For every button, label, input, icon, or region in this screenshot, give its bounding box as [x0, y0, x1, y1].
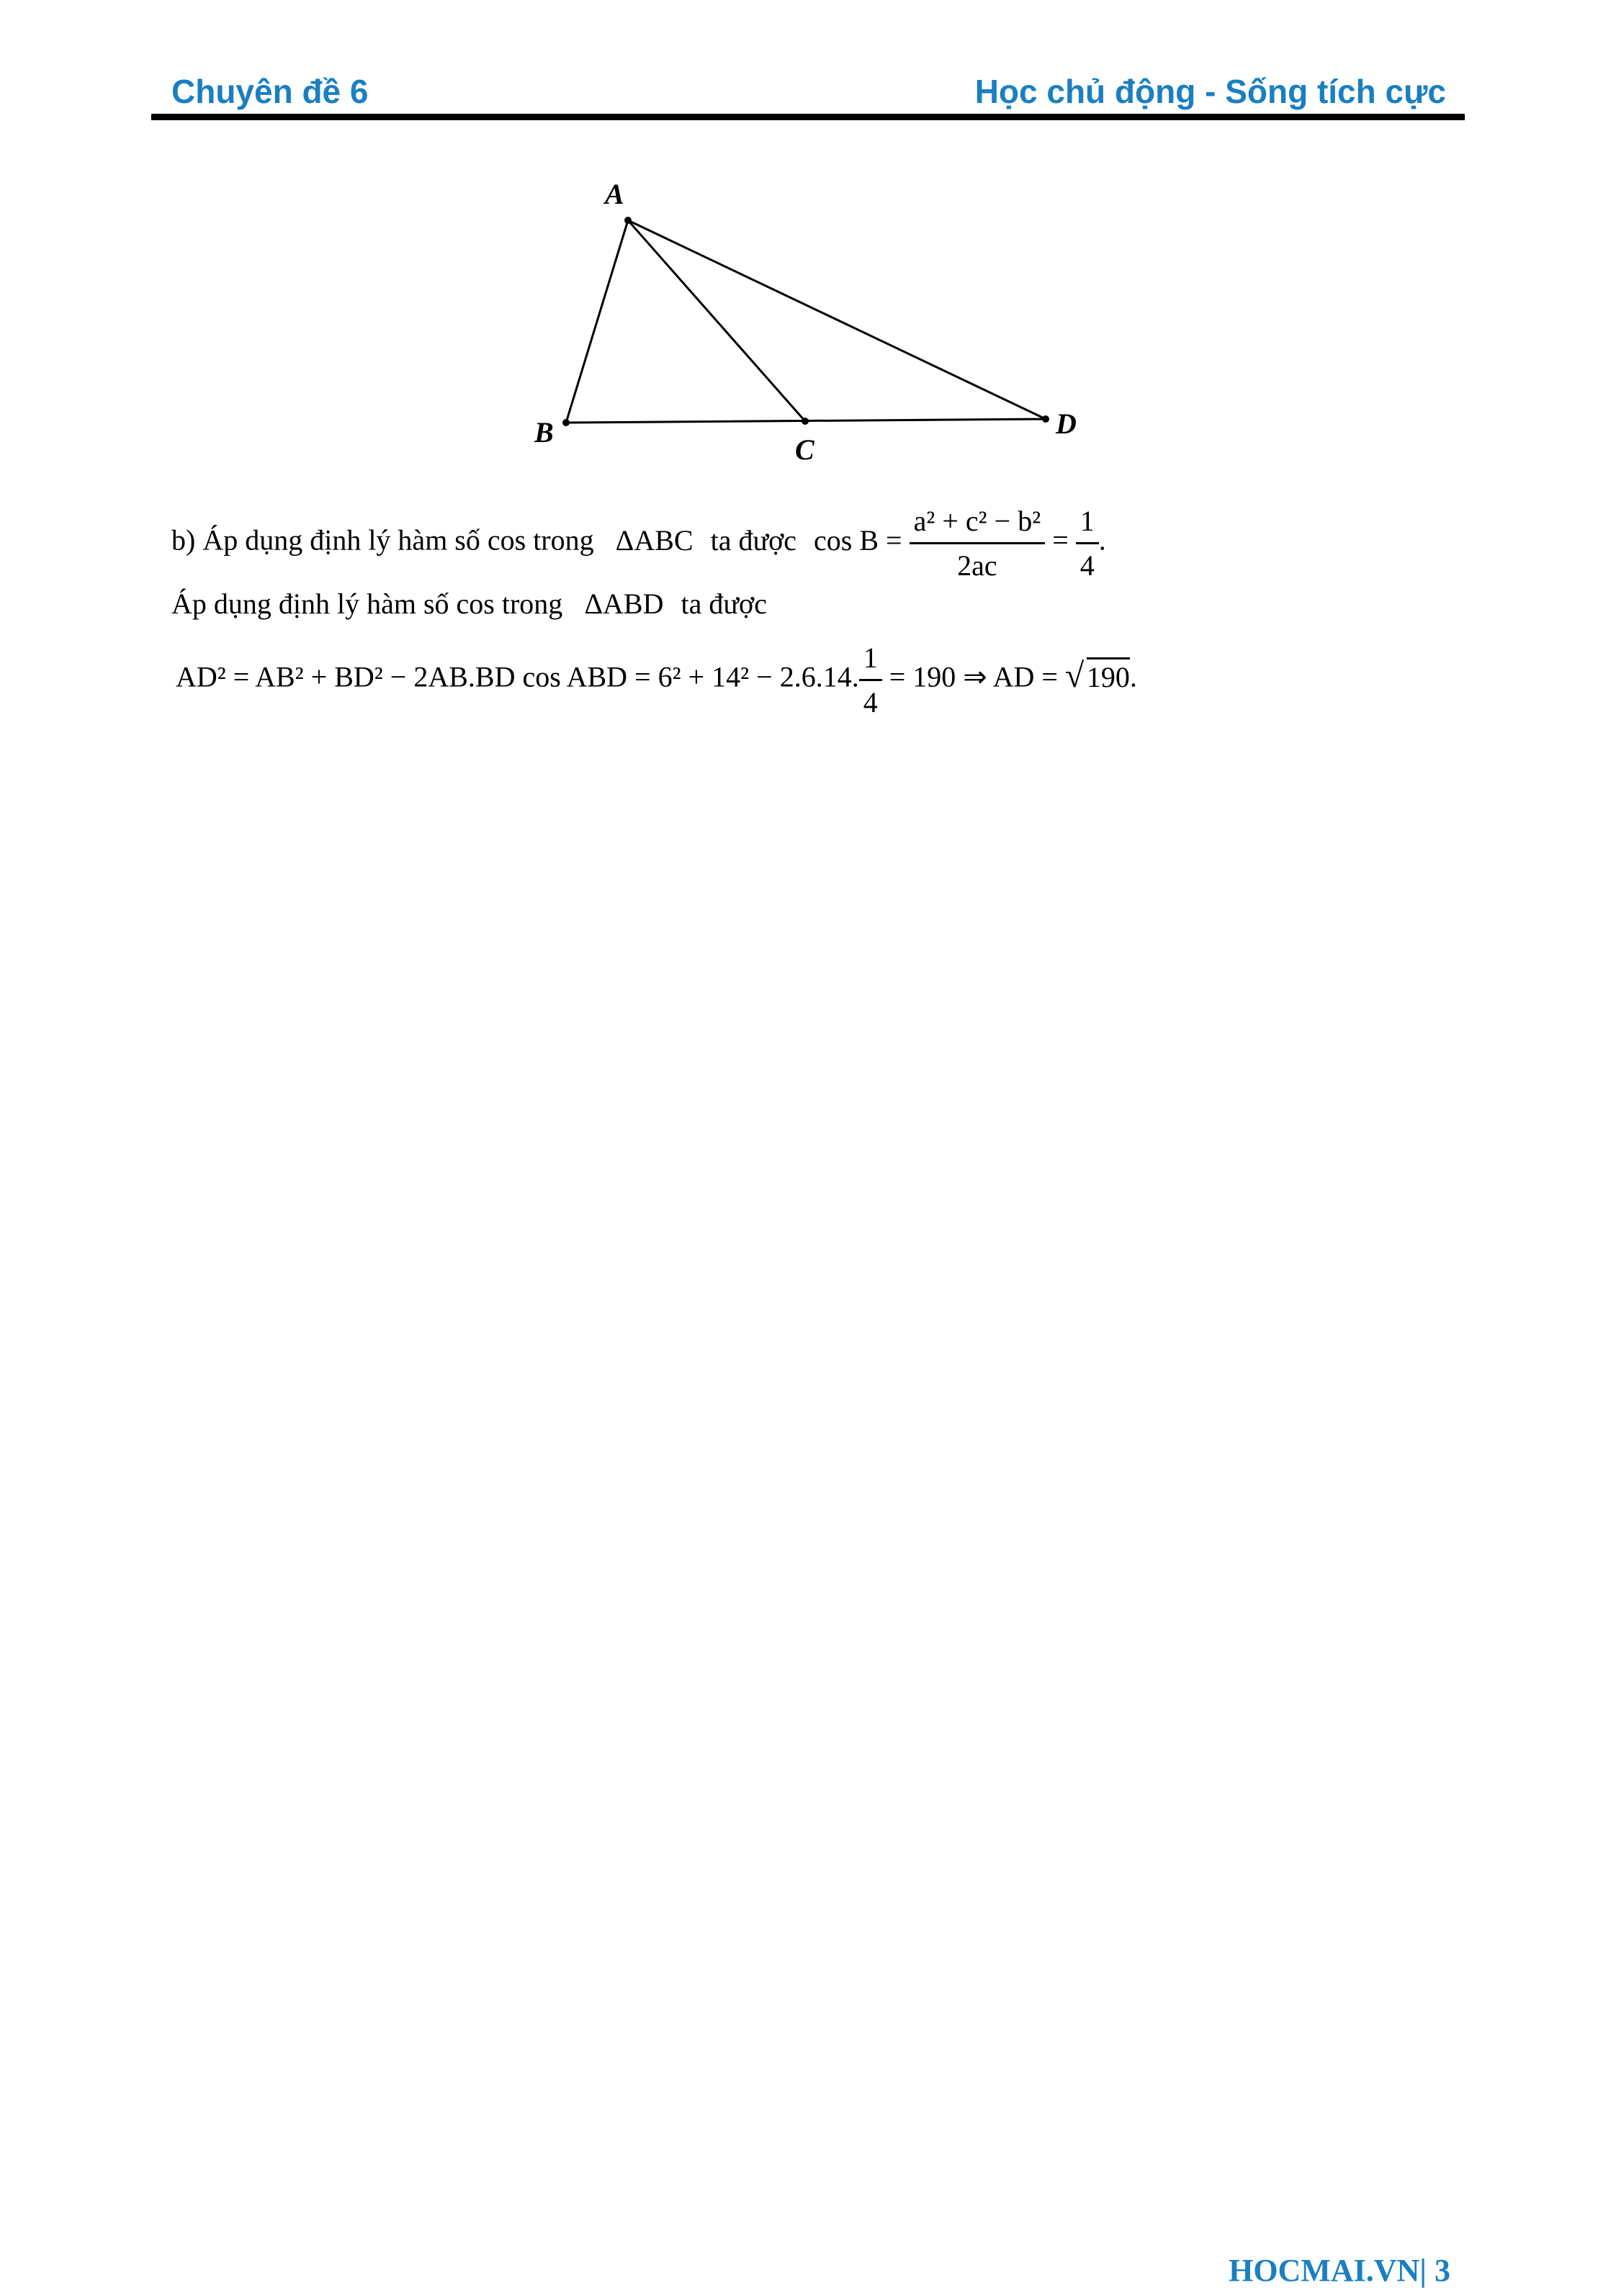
point-D [1042, 415, 1049, 423]
line-1 [171, 504, 1106, 582]
header-slogan: Học chủ động - Sống tích cực [974, 73, 1446, 110]
line3-lhs: AD² = AB² + BD² − 2AB.BD cos ABD = 6² + 14² − 2.6.14. [176, 660, 859, 693]
line1-mid: ta được [710, 523, 797, 557]
line3-frac-num: 1 [863, 641, 878, 674]
line3-fraction [859, 641, 882, 719]
line1-end: . [1098, 523, 1106, 557]
line3-frac-den: 4 [863, 686, 878, 719]
label-D: D [1056, 408, 1077, 440]
point-A [624, 217, 632, 224]
line1-frac-num: a² + c² − b² [913, 505, 1041, 537]
line1-frac-den: 2ac [957, 549, 997, 582]
line-3 [176, 641, 1137, 719]
line1-triangle: ΔABC [615, 523, 693, 557]
triangle-figure [504, 166, 1109, 468]
line1-result-num: 1 [1079, 505, 1095, 537]
segment-AD [628, 220, 1046, 419]
header-rule [151, 114, 1465, 120]
line1-result [1076, 504, 1099, 582]
line1-fraction [910, 504, 1046, 582]
fraction-bar [859, 679, 882, 681]
line1-cos: cos B = [814, 523, 902, 557]
line2-triangle: ΔABD [584, 587, 664, 620]
line1-eq: = [1052, 523, 1069, 557]
label-A: A [605, 178, 624, 210]
line1-result-den: 4 [1079, 549, 1095, 582]
line2-suffix: ta được [681, 587, 767, 620]
point-C [802, 418, 809, 425]
line1-prefix: b) Áp dụng định lý hàm số cos trong [171, 523, 594, 557]
sqrt-expression [1064, 656, 1130, 695]
label-B: B [534, 416, 554, 449]
line2-prefix: Áp dụng định lý hàm số cos trong [171, 587, 563, 620]
line-2 [171, 587, 767, 621]
fraction-bar [910, 542, 1046, 544]
line3-end: . [1129, 660, 1137, 693]
point-B [562, 419, 570, 426]
footer-page-number: HOCMAI.VN| 3 [1229, 2253, 1450, 2288]
label-C: C [795, 433, 814, 466]
header-chapter: Chuyên đề 6 [171, 73, 369, 110]
sqrt-icon: √ [1064, 656, 1085, 695]
fraction-bar [1076, 542, 1099, 544]
line3-sqrt: 190 [1087, 657, 1130, 693]
segment-AC [628, 220, 805, 421]
segment-AB [566, 220, 628, 423]
line3-mid: = 190 ⇒ AD = [889, 660, 1058, 693]
